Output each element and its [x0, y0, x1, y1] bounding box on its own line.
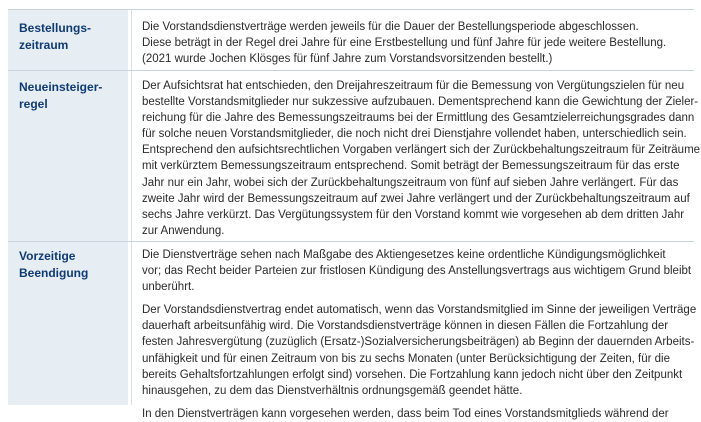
paragraph: Die Vorstandsdienstverträge werden jeweils für die Dauer der Bestellungsperiode abgeschlossen. Diese beträgt in der Regel drei Jahre für eine Erstbestellung und fünf Jahre für jede weitere Bestellung. (2021 wurde Jochen Klösges für fünf Jahre zum Vorstandsvorsitzenden bestellt.)	[142, 21, 667, 66]
column-separator	[131, 71, 132, 241]
row-label: Bestellungs- zeitraum	[19, 21, 92, 52]
row-content	[142, 78, 701, 239]
column-separator	[131, 242, 132, 405]
row-content	[142, 19, 692, 67]
paragraph: Der Vorstandsdienstvertrag endet automatisch, wenn das Vorstandsmitglied im Sinne der jeweiligen Verträge dauerhaft arbeitsunfähig wird. Die Vorstandsdienstverträge können in diesen Fällen die Fortzahlung der festen Jahresvergütung (zuzüglich (Ersatz-)Sozialversicherungsbeiträgen) ab Beginn der dauernden Arbeits- unfähigkeit und für einen Zeitraum von bis zu sechs Monaten (unter Berücksichtigung der Zeiten, für die bereits Gehaltsfortzahlungen erfolgt sind) vorsehen. Die Fortzahlung kann jedoch nicht über den Zeitpunkt hinausgehen, zu dem das Dienstverhältnis ordnungsgemäß geendet hätte.	[142, 304, 697, 397]
paragraph: Der Aufsichtsrat hat entschieden, den Dreijahreszeitraum für die Bemessung von Vergütungszielen für neu bestellte Vorstandsmitglieder nur sukzessive aufzubauen. Dementsprechend kann die Gewichtung der Zieler- reichung für die Jahre des Bemessungszeitraums bei der Ermittlung des Gesamtzielerreichungsgrades dann für solche neuen Vorstandsmitglieder, die noch nicht drei Dienstjahre vollendet haben, unterschiedlich sein. Entsprechend den aufsichtsrechtlichen Vorgaben verlängert sich der Zurückbehaltungszeitraum für Zeiträume mit verkürztem Bemessungszeitraum entsprechend. Somit beträgt der Bemessungszeitraum für das erste Jahr nur ein Jahr, wobei sich der Zurückbehaltungszeitraum von fünf auf sieben Jahre verlängert. Für das zweite Jahr wird der Bemessungszeitraum auf zwei Jahre verlängert und der Zurückbehaltungszeitraum auf sechs Jahre verkürzt. Das Vergütungssystem für den Vorstand kommt wie vorgesehen ab dem dritten Jahr zur Anwendung.	[142, 80, 701, 237]
row-content	[142, 247, 697, 422]
table-row-bestellungszeitraum	[8, 10, 694, 71]
paragraph: Die Dienstverträge sehen nach Maßgabe des Aktiengesetzes keine ordentliche Kündigungsmöglichkeit vor; das Recht beider Parteien zur fristlosen Kündigung des Anstellungsvertrags aus wichtigem Grund bleibt unberührt.	[142, 249, 692, 294]
row-label: Vorzeitige Beendigung	[19, 249, 89, 280]
table-row-vorzeitige-beendigung	[8, 242, 697, 420]
paragraph: In den Dienstverträgen kann vorgesehen werden, dass beim Tod eines Vorstandsmitglieds während der	[142, 407, 669, 420]
row-label: Neueinsteiger- regel	[19, 80, 103, 111]
column-separator	[131, 10, 132, 70]
table-row-neueinsteigerregel	[8, 71, 701, 242]
